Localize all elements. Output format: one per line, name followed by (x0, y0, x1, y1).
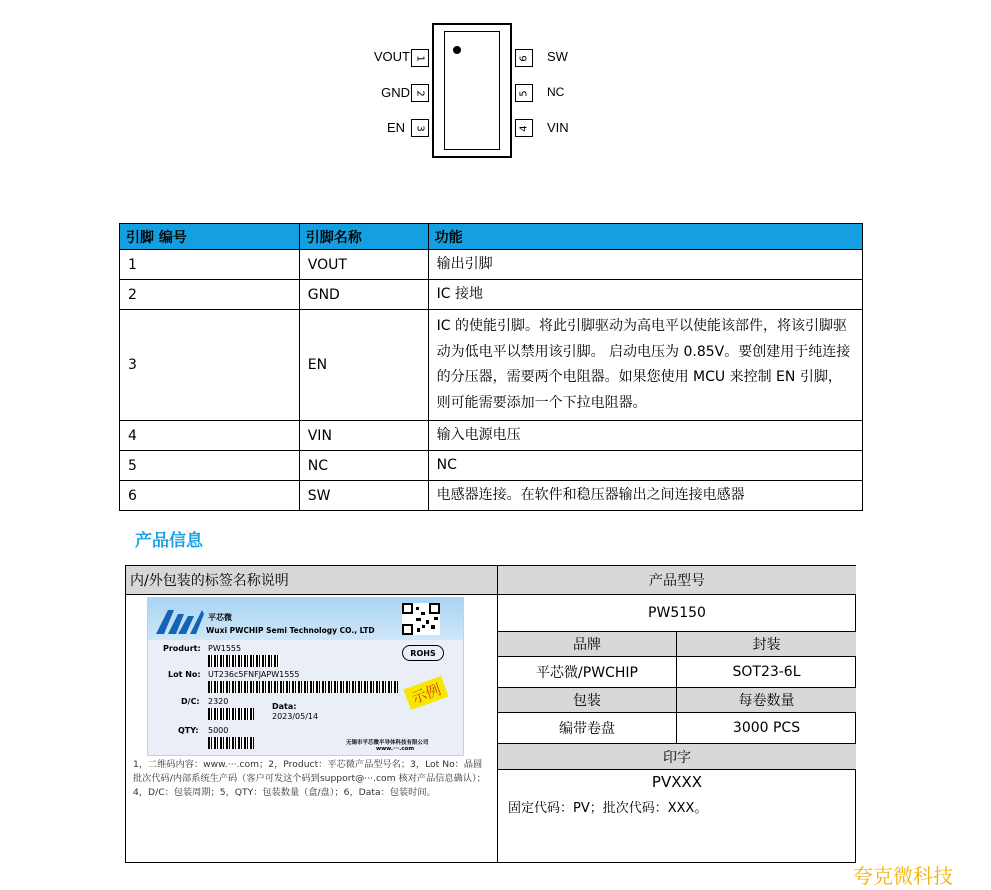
pin-number-1: 1 (411, 49, 429, 67)
pin-label-gnd: GND (381, 85, 410, 100)
pin-name-cell: SW (299, 481, 428, 511)
label-footer-company: 无锡市平芯微半导体科技有限公司 (346, 740, 429, 746)
table-row (120, 310, 863, 421)
label-lot-value: UT236c5FNFJAPW1555 (208, 670, 300, 679)
brand-header: 品牌 (498, 632, 676, 656)
barcode-qty (208, 737, 254, 749)
divider (676, 632, 677, 743)
table-row (120, 481, 863, 511)
qr-code-icon (402, 603, 440, 635)
barcode-lot (208, 681, 398, 693)
table-row (120, 280, 863, 310)
pin-name-cell: VIN (299, 421, 428, 451)
package-value: SOT23-6L (732, 664, 801, 680)
header-pin-number: 引脚 编号 (120, 224, 300, 250)
pin-function-cell: IC 的使能引脚。将此引脚驱动为高电平以使能该部件，将该引脚驱动为低电平以禁用该引脚。 启动电压为 0.85V。要创建用于纯连接的分压器，需要两个电阻器。如果您使用 MCU 来控制 EN 引脚，则可能需要添加一个下拉电阻器。 (428, 310, 862, 421)
pin-label-vin: VIN (547, 120, 569, 135)
pin-number-2: 2 (411, 84, 429, 102)
label-qty-key: QTY: (178, 726, 199, 735)
header-pin-name: 引脚名称 (299, 224, 428, 250)
pin-name-cell: VOUT (299, 250, 428, 280)
header-function: 功能 (428, 224, 862, 250)
pin-number-5: 5 (515, 84, 533, 102)
label-lot-key: Lot No: (168, 670, 201, 679)
pin-function-cell: 输出引脚 (428, 250, 862, 280)
pin-number-cell: 4 (120, 421, 300, 451)
pin-label-nc: NC (547, 85, 565, 99)
pin-function-table (119, 223, 863, 511)
ic-package-body (432, 23, 512, 158)
pin-number-cell: 2 (120, 280, 300, 310)
table-row (120, 250, 863, 280)
pin-number-4: 4 (515, 119, 533, 137)
pin-number-cell: 1 (120, 250, 300, 280)
barcode-product (208, 655, 280, 667)
marking-value: PVXXX (651, 773, 703, 791)
table-header-row (120, 224, 863, 250)
section-title-product-info: 产品信息 (135, 531, 203, 551)
model-header: 产品型号 (498, 566, 856, 594)
pin-number-3: 3 (411, 119, 429, 137)
label-dc-value: 2320 (208, 697, 229, 706)
pin-label-vout: VOUT (373, 49, 410, 64)
reel-qty-header: 每卷数量 (677, 688, 856, 712)
marking-header: 印字 (498, 744, 856, 769)
pin-number-6: 6 (515, 49, 533, 67)
label-company-name: Wuxi PWCHIP Semi Technology CO., LTD (206, 626, 375, 635)
label-footer-url: www.···.com (376, 746, 415, 752)
pwchip-logo-icon (154, 606, 206, 636)
pin-name-cell: GND (299, 280, 428, 310)
marking-description: 固定代码：PV；批次代码：XXX。 (508, 800, 708, 816)
barcode-dc (208, 708, 254, 720)
label-description-header: 内/外包装的标签名称说明 (126, 566, 497, 594)
reel-qty-value: 3000 PCS (732, 720, 801, 736)
pin-label-en: EN (386, 120, 405, 135)
sample-stamp: 示例 (403, 676, 448, 710)
model-value: PW5150 (648, 605, 706, 621)
packing-value: 编带卷盘 (559, 721, 615, 737)
label-dc-key: D/C: (181, 697, 200, 706)
package-header: 封装 (677, 632, 856, 656)
packing-header: 包装 (498, 688, 676, 712)
pin-name-cell: NC (299, 451, 428, 481)
divider (498, 769, 856, 770)
label-data-key: Data: (272, 702, 297, 711)
label-product-value: PW1555 (208, 644, 242, 653)
table-row (120, 421, 863, 451)
label-product-key: Produrt: (163, 644, 201, 653)
brand-value: 平芯微/PWCHIP (536, 665, 638, 681)
label-data-value: 2023/05/14 (272, 712, 319, 721)
pin-number-cell: 3 (120, 310, 300, 421)
label-brand-cn: 平芯微 (208, 613, 232, 622)
pin-number-cell: 5 (120, 451, 300, 481)
rohs-badge: ROHS (402, 645, 444, 661)
column-divider (497, 566, 498, 862)
pin-function-cell: NC (428, 451, 862, 481)
packaging-label-sample-image (147, 597, 464, 756)
pin-label-sw: SW (547, 49, 568, 64)
pin1-marker-dot (453, 46, 461, 54)
pin-function-cell: 输入电源电压 (428, 421, 862, 451)
watermark: 夸克微科技 (853, 864, 953, 888)
pin-function-cell: IC 接地 (428, 280, 862, 310)
pin-function-cell: 电感器连接。在软件和稳压器输出之间连接电感器 (428, 481, 862, 511)
table-row (120, 451, 863, 481)
label-qty-value: 5000 (208, 726, 229, 735)
pin-name-cell: EN (299, 310, 428, 421)
pin-number-cell: 6 (120, 481, 300, 511)
label-field-explanation: 1，二维码内容：www.···.com；2，Product：平芯微产品型号名；3，Lot No：晶圆批次代码/内部系统生产码（客户可发这个码到support@···.com 核对产品信息确认）；4，D/C：包装周期；5，QTY：包装数量（盒/盘）；6，Data：包装时间。 (133, 759, 486, 798)
